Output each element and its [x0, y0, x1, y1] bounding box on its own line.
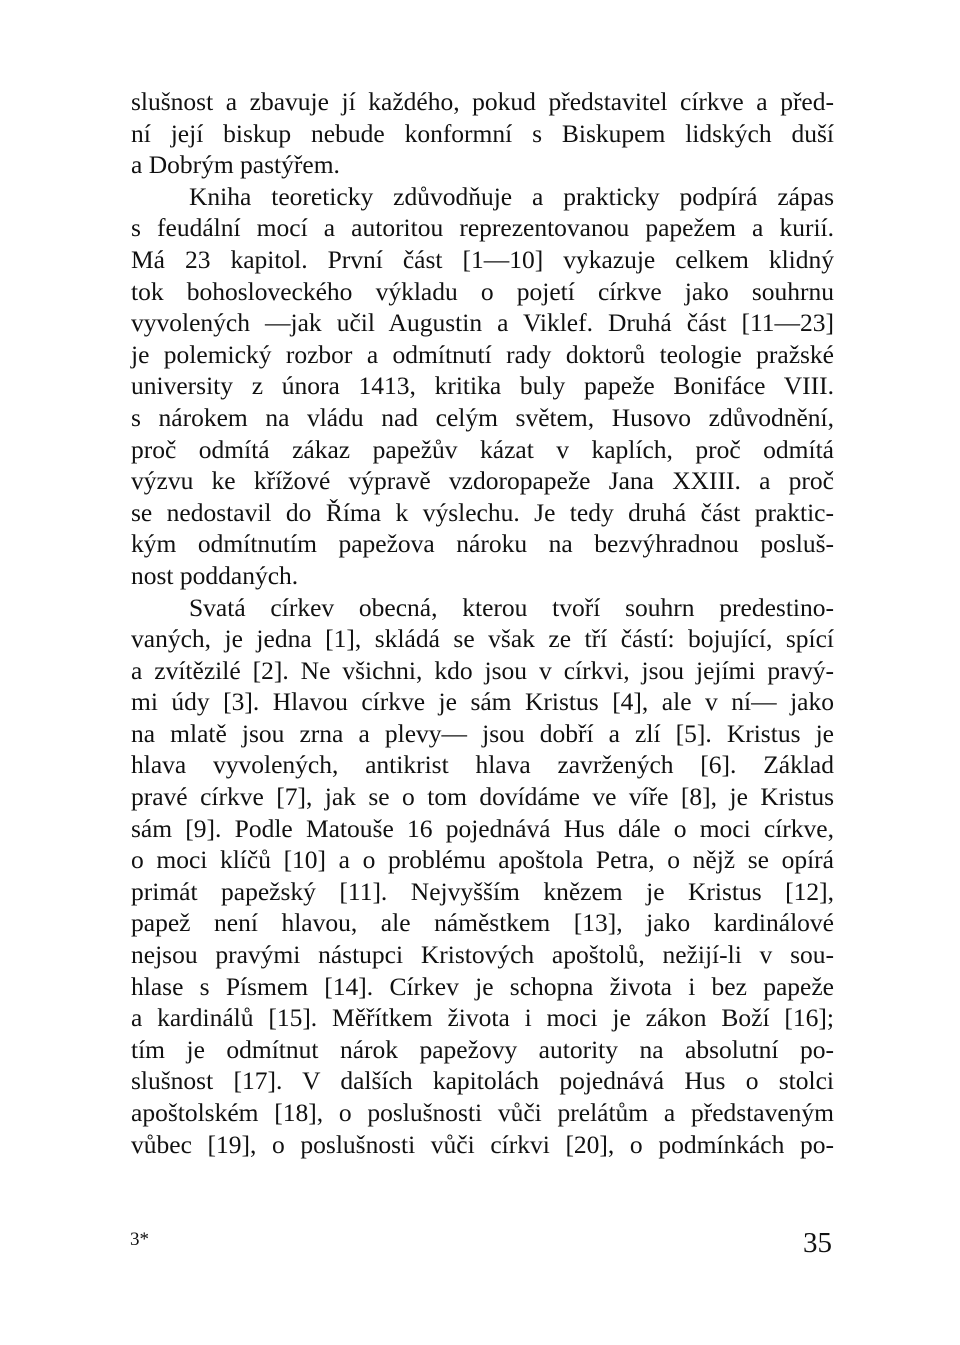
text-line: a zvítězilé [2]. Ne všichni, kdo jsou v církvi, jsou jejími pravý- [131, 655, 834, 685]
text-line: Svatá církev obecná, kterou tvoří souhrn predestino- [189, 592, 834, 622]
text-line: nost poddaných. [131, 560, 299, 590]
text-line: ní její biskup nebude konformní s Biskupem lidských duší [131, 118, 834, 148]
text-line: a kardinálů [15]. Měřítkem života i moci je zákon Boží [16]; [131, 1003, 834, 1033]
printer-signature-mark: 3* [130, 1229, 149, 1250]
text-line: kým odmítnutím papežova nároku na bezvýhradnou posluš- [131, 529, 834, 559]
text-line: vaných, je jedna [1], skládá se však ze tří částí: bojující, spící [131, 624, 834, 654]
text-line: Má 23 kapitol. První část [1—10] vykazuje celkem klidný [131, 244, 834, 274]
text-line: s nárokem na vládu nad celým světem, Husovo zdůvodnění, [131, 402, 834, 432]
text-line: a Dobrým pastýřem. [131, 150, 340, 180]
text-line: s feudální mocí a autoritou reprezentovanou papežem a kurií. [131, 213, 834, 243]
text-line: nejsou pravými nástupci Kristových apoštolů, nežijí-li v sou- [131, 940, 834, 970]
text-line: je polemický rozbor a odmítnutí rady doktorů teologie pražské [131, 339, 834, 369]
text-line: hlase s Písmem [14]. Církev je schopna života i bez papeže [131, 971, 834, 1001]
text-line: pravé církve [7], jak se o tom dovídáme ve víře [8], je Kristus [131, 782, 834, 812]
text-line: slušnost a zbavuje jí každého, pokud představitel církve a před- [131, 87, 834, 116]
text-line: tok bohosloveckého výkladu o pojetí církve jako souhrnu [131, 276, 834, 306]
body-text [131, 86, 834, 1160]
text-line: papež není hlavou, ale náměstkem [13], jako kardinálové [131, 908, 834, 938]
text-line: vůbec [19], o poslušnosti vůči církvi [20], o podmínkách po- [131, 1129, 834, 1159]
text-line: se nedostavil do Říma k výslechu. Je tedy druhá část praktic- [131, 497, 834, 527]
text-line: tím je odmítnut nárok papežovy autority na absolutní po- [131, 1034, 834, 1064]
text-line: proč odmítá zákaz papežův kázat v kaplích, proč odmítá [131, 434, 834, 464]
text-line: výzvu ke křížové výpravě vzdoropapeže Jana XXIII. a proč [131, 466, 834, 496]
text-line: vyvolených —jak učil Augustin a Viklef. Druhá část [11—23] [131, 308, 834, 338]
page-number: 35 [803, 1227, 832, 1259]
text-line: primát papežský [11]. Nejvyšším knězem je Kristus [12], [131, 876, 834, 906]
text-line: na mlatě jsou zrna a plevy— jsou dobří a zlí [5]. Kristus je [131, 718, 834, 748]
text-line: slušnost [17]. V dalších kapitolách pojednává Hus o stolci [131, 1066, 834, 1096]
text-line: o moci klíčů [10] a o problému apoštola Petra, o nějž se opírá [131, 845, 834, 875]
text-line: university z února 1413, kritika buly papeže Bonifáce VIII. [131, 371, 834, 401]
text-line: mi údy [3]. Hlavou církve je sám Kristus [4], ale v ní— jako [131, 687, 834, 717]
text-line: Kniha teoreticky zdůvodňuje a prakticky podpírá zápas [189, 181, 834, 211]
text-line: apoštolském [18], o poslušnosti vůči prelátům a představeným [131, 1098, 834, 1127]
text-line: sám [9]. Podle Matouše 16 pojednává Hus dále o moci církve, [131, 813, 834, 843]
text-line: hlava vyvolených, antikrist hlava zavržených [6]. Základ [131, 750, 834, 780]
